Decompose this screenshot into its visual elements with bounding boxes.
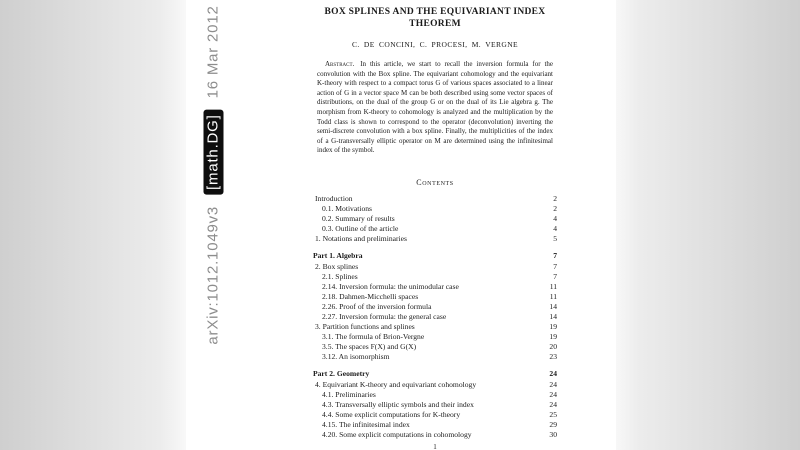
toc-entry-page: 7 <box>553 271 557 281</box>
toc-entry-page: 20 <box>549 342 557 352</box>
toc-row <box>313 272 557 282</box>
toc-entry-label: 0.1. Motivations <box>322 204 372 214</box>
toc-entry-page: 4 <box>553 214 557 224</box>
toc-row <box>313 262 557 272</box>
abstract-text: In this article, we start to recall the inversion formula for the convolution with the Box spline. The equivariant cohomology and the equivariant K-theory with respect to a compact torus G of various spaces associated to a linear action of G in a vector space M can be both described using some vector spaces of distributions, on the dual of the group G or on the dual of its Lie algebra g. The morphism from K-theory to cohomology is analyzed and the multiplication by the Todd class is shown to correspond to the operator (deconvolution) inverting the semi-discrete convolution with a box spline. Finally, the multiplicities of the index of a G-transversally elliptic operator on M are determined using the infinitesimal index of the symbol. <box>317 60 554 155</box>
toc-entry-page: 4 <box>553 224 557 234</box>
arxiv-id: arXiv:1012.1049v3 <box>204 205 222 345</box>
toc-row <box>313 234 557 244</box>
toc-entry-page: 7 <box>553 251 557 261</box>
toc-row <box>313 214 557 224</box>
paper-title-line1: BOX SPLINES AND THE EQUIVARIANT INDEX <box>324 7 546 17</box>
toc-entry-label: 2.26. Proof of the inversion formula <box>322 301 432 311</box>
toc-entry-page: 14 <box>549 301 557 311</box>
toc-entry-label: 0.2. Summary of results <box>322 214 395 224</box>
toc-row <box>313 292 557 302</box>
toc-entry-page: 25 <box>549 409 557 419</box>
toc-entry-page: 30 <box>549 430 557 439</box>
contents-heading: Contents <box>416 177 454 187</box>
paper-authors: C. DE CONCINI, C. PROCESI, M. VERGNE <box>351 40 519 49</box>
toc-row <box>313 430 557 440</box>
toc-entry-page: 24 <box>549 379 557 389</box>
toc-entry-label: Part 2. Geometry <box>313 369 370 379</box>
toc-entry-label: 3.5. The spaces F(X) and G(X) <box>322 342 417 352</box>
toc-entry-label: Introduction <box>315 193 353 203</box>
toc-part-row <box>313 251 557 261</box>
toc-entry-label: 4.4. Some explicit computations for K-theory <box>322 409 461 419</box>
toc-row <box>313 380 557 390</box>
toc-row <box>313 390 557 400</box>
abstract-label: Abstract. <box>325 60 355 68</box>
toc-entry-label: 3.12. An isomorphism <box>322 352 390 362</box>
toc-entry-label: 2.18. Dahmen-Micchelli spaces <box>322 291 419 301</box>
toc-entry-label: 2. Box splines <box>315 261 359 271</box>
toc-entry-label: 2.27. Inversion formula: the general case <box>322 311 447 321</box>
toc-list <box>313 194 557 440</box>
toc-row <box>313 312 557 322</box>
arxiv-date: 16 Mar 2012 <box>204 5 222 99</box>
toc-row <box>313 332 557 342</box>
toc-entry-label: 4.20. Some explicit computations in cohomology <box>322 430 472 439</box>
toc-entry-page: 19 <box>549 332 557 342</box>
toc-entry-page: 24 <box>549 399 557 409</box>
toc-row <box>313 224 557 234</box>
toc-row <box>313 400 557 410</box>
toc-entry-page: 24 <box>549 369 557 379</box>
toc-entry-label: 3.1. The formula of Brion-Vergne <box>322 332 425 342</box>
toc-entry-label: Part 1. Algebra <box>313 251 363 261</box>
toc-entry-page: 2 <box>553 193 557 203</box>
toc-part-row <box>313 369 557 379</box>
toc-entry-label: 4.1. Preliminaries <box>322 389 376 399</box>
page-number-footer: 1 <box>433 443 437 450</box>
toc-entry-label: 3. Partition functions and splines <box>315 322 415 332</box>
toc-row <box>313 302 557 312</box>
paper-content <box>313 6 557 440</box>
toc-row <box>313 204 557 214</box>
arxiv-stamp <box>205 5 222 344</box>
toc-entry-page: 7 <box>553 261 557 271</box>
toc-entry-page: 5 <box>553 234 557 244</box>
toc-entry-page: 14 <box>549 311 557 321</box>
toc-entry-label: 4.3. Transversally elliptic symbols and their index <box>322 399 474 409</box>
toc-entry-label: 2.14. Inversion formula: the unimodular case <box>322 281 459 291</box>
toc-row <box>313 420 557 430</box>
toc-entry-label: 0.3. Outline of the article <box>322 224 399 234</box>
toc-entry-page: 2 <box>553 204 557 214</box>
toc-entry-label: 2.1. Splines <box>322 271 358 281</box>
toc-row <box>313 194 557 204</box>
toc-row <box>313 410 557 420</box>
toc-row <box>313 342 557 352</box>
paper-title <box>313 6 557 30</box>
paper-abstract <box>313 60 557 156</box>
toc-entry-label: 1. Notations and preliminaries <box>315 234 407 244</box>
toc-entry-page: 19 <box>549 322 557 332</box>
toc-entry-page: 11 <box>549 281 557 291</box>
toc-entry-label: 4. Equivariant K-theory and equivariant cohomology <box>315 379 477 389</box>
toc-entry-page: 24 <box>549 389 557 399</box>
toc-row <box>313 352 557 362</box>
toc-entry-label: 4.15. The infinitesimal index <box>322 419 410 429</box>
toc-entry-page: 29 <box>549 419 557 429</box>
arxiv-category-badge: [math.DG] <box>204 109 224 195</box>
paper-title-line2: THEOREM <box>409 19 461 29</box>
toc-row <box>313 282 557 292</box>
toc-entry-page: 11 <box>549 291 557 301</box>
toc-row <box>313 322 557 332</box>
toc-entry-page: 23 <box>549 352 557 362</box>
